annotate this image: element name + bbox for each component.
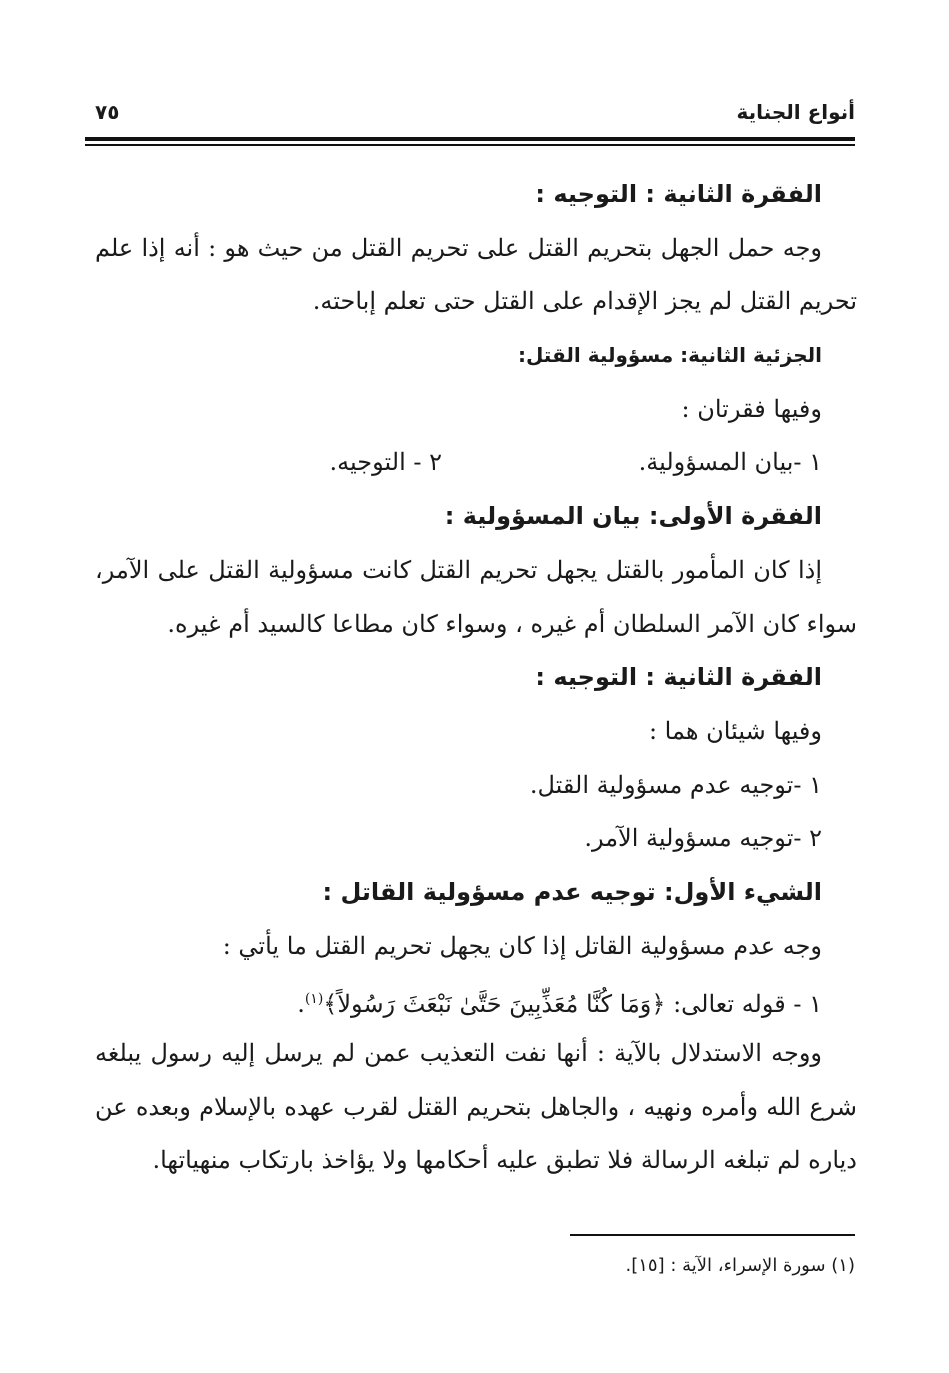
- header-rule-thin: [85, 144, 855, 146]
- heading-paragraph-two: الفقرة الثانية : التوجيه :: [535, 663, 822, 692]
- running-header: [85, 100, 855, 136]
- footnote-separator: [570, 1234, 855, 1236]
- period: .: [297, 990, 305, 1019]
- list-item: ١ -توجيه عدم مسؤولية القتل.: [529, 770, 822, 799]
- text-line: تحريم القتل لم يجز الإقدام على القتل حتى تعلم إباحته.: [312, 287, 857, 316]
- subheading-responsibility: الجزئية الثانية: مسؤولية القتل:: [517, 343, 822, 368]
- text-line: وفيها فقرتان :: [681, 394, 822, 423]
- heading-first-thing: الشيء الأول: توجيه عدم مسؤولية القاتل :: [322, 877, 822, 906]
- list-item: ٢ - التوجيه.: [329, 448, 442, 477]
- text-line: شرع الله وأمره ونهيه ، والجاهل بتحريم القتل لقرب عهده بالإسلام وبعده عن: [95, 1092, 857, 1121]
- header-rule-thick: [85, 137, 855, 141]
- list-item: ١ -بيان المسؤولية.: [638, 448, 822, 477]
- page-number: ٧٥: [95, 100, 120, 124]
- text-line: إذا كان المأمور بالقتل يجهل تحريم القتل كانت مسؤولية القتل على الآمر،: [95, 555, 822, 584]
- quran-verse-line: [95, 973, 822, 1027]
- enumeration-row: [95, 436, 822, 490]
- main-text: [95, 168, 857, 1188]
- heading-paragraph-one: الفقرة الأولى: بيان المسؤولية :: [444, 502, 822, 531]
- footnote: (١) سورة الإسراء، الآية : [١٥].: [625, 1255, 855, 1276]
- heading-paragraph-two: الفقرة الثانية : التوجيه :: [535, 180, 822, 208]
- chapter-title: أنواع الجناية: [736, 100, 855, 124]
- list-item: ٢ -توجيه مسؤولية الآمر.: [584, 824, 822, 853]
- text-line: سواء كان الآمر السلطان أم غيره ، وسواء كان مطاعا كالسيد أم غيره.: [167, 609, 857, 638]
- text-line: وجه حمل الجهل بتحريم القتل على تحريم القتل من حيث هو : أنه إذا علم: [95, 233, 822, 262]
- verse-text: ١ - قوله تعالى: ﴿وَمَا كُنَّا مُعَذِّبِينَ حَتَّىٰ نَبْعَثَ رَسُولاً﴾: [323, 990, 822, 1019]
- text-line: وجه عدم مسؤولية القاتل إذا كان يجهل تحريم القتل ما يأتي :: [222, 931, 822, 960]
- text-line: ووجه الاستدلال بالآية : أنها نفت التعذيب عمن لم يرسل إليه رسول يبلغه: [95, 1039, 822, 1067]
- text-line: دياره لم تبلغه الرسالة فلا تطبق عليه أحكامها ولا يؤاخذ بارتكاب منهياتها.: [152, 1146, 857, 1175]
- footnote-marker: (١): [304, 991, 324, 1008]
- text-line: وفيها شيئان هما :: [648, 716, 822, 745]
